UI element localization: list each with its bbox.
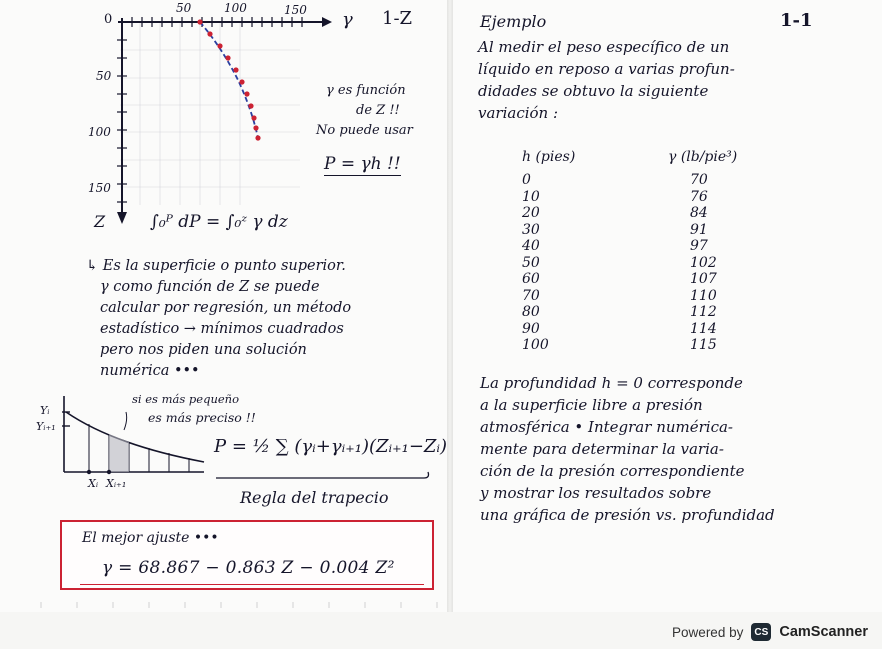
table-cell: 91 xyxy=(690,221,708,238)
integral-equation: ∫₀ᴾ dP = ∫₀ᶻ γ dz xyxy=(150,212,288,232)
y-axis-arrow xyxy=(117,212,127,224)
trapezoid-rule-label: Regla del trapecio xyxy=(240,488,389,507)
x-axis-label: γ xyxy=(342,9,353,30)
outro-line: atmosférica • Integrar numérica- xyxy=(480,418,733,436)
table-cell: 110 xyxy=(690,287,717,304)
table-cell: 70 xyxy=(522,287,540,304)
x-tick-label-50: 50 xyxy=(176,1,192,15)
data-point xyxy=(248,103,253,108)
table-cell: 20 xyxy=(522,205,540,221)
table-cell: 40 xyxy=(522,238,540,254)
para-line: estadístico → mínimos cuadrados xyxy=(100,321,344,337)
best-fit-equation: γ = 68.867 − 0.863 Z − 0.004 Z² xyxy=(102,558,395,578)
outro-line: una gráfica de presión vs. profundidad xyxy=(480,506,775,524)
table-cell: 84 xyxy=(690,205,708,221)
page-bottom-dots xyxy=(40,602,440,608)
data-point xyxy=(217,43,222,48)
y-tick-label-50: 50 xyxy=(96,69,112,83)
left-page-code: 1-Z xyxy=(382,8,413,29)
camscanner-logo-icon: CS xyxy=(751,623,771,641)
note-line-3: No puede usar xyxy=(316,123,413,138)
trap-note-2: es más preciso !! xyxy=(148,410,256,425)
data-point xyxy=(255,135,260,140)
intro-paragraph xyxy=(478,36,858,124)
y-tick-label-150: 150 xyxy=(88,181,111,195)
table-cell: 97 xyxy=(690,238,708,254)
para-line: numérica ••• xyxy=(100,363,200,379)
camscanner-footer xyxy=(672,619,868,645)
intro-line: líquido en reposo a varias profun- xyxy=(478,60,735,78)
intro-line: variación : xyxy=(478,104,559,122)
data-point xyxy=(225,55,230,60)
table-cell: 60 xyxy=(522,271,540,287)
trap-label-xi1: Xᵢ₊₁ xyxy=(106,477,127,490)
outro-line: a la superficie libre a presión xyxy=(480,396,703,414)
best-fit-inner-line xyxy=(80,584,424,585)
y-tick-label-100: 100 xyxy=(88,125,111,139)
data-point xyxy=(207,31,212,36)
formula-underline xyxy=(214,468,434,488)
table-cell: 90 xyxy=(522,320,540,337)
example-title: Ejemplo xyxy=(480,12,547,31)
table-cell: 114 xyxy=(690,320,717,337)
table-cell: 50 xyxy=(522,254,540,271)
table-depth-column xyxy=(522,172,549,354)
table-cell: 100 xyxy=(522,337,549,353)
table-header-weight: γ (lb/pie³) xyxy=(668,149,738,165)
data-point xyxy=(197,19,202,24)
best-fit-label: El mejor ajuste ••• xyxy=(82,530,219,546)
outro-paragraph xyxy=(480,372,870,526)
outro-line: ción de la presión correspondiente xyxy=(480,462,745,480)
para-line: pero nos piden una solución xyxy=(100,342,307,358)
outro-line: y mostrar los resultados sobre xyxy=(480,484,712,502)
outro-line: La profundidad h = 0 corresponde xyxy=(480,374,743,392)
intro-line: Al medir el peso específico de un xyxy=(478,38,730,56)
best-fit-box xyxy=(60,520,434,590)
trapezoid-formula: P = ½ ∑ (γᵢ+γᵢ₊₁)(Zᵢ₊₁−Zᵢ) xyxy=(214,436,448,457)
fitted-curve xyxy=(200,22,258,138)
trap-label-yi1: Yᵢ₊₁ xyxy=(36,420,56,433)
data-point xyxy=(251,115,256,120)
table-cell: 70 xyxy=(690,172,708,188)
table-cell: 30 xyxy=(522,221,540,238)
outro-line: mente para determinar la varia- xyxy=(480,440,724,458)
data-point xyxy=(253,125,258,130)
table-header-depth: h (pies) xyxy=(522,149,576,165)
note-line-2: de Z !! xyxy=(356,103,400,118)
x-tick-label-100: 100 xyxy=(224,1,247,15)
x-tick-label-0: 0 xyxy=(104,12,113,27)
table-weight-column xyxy=(690,172,717,354)
table-cell: 80 xyxy=(522,304,540,320)
data-point xyxy=(233,67,238,72)
powered-by-text: Powered by xyxy=(672,624,744,640)
table-cell: 0 xyxy=(522,172,531,188)
table-cell: 10 xyxy=(522,188,540,205)
trap-label-yi: Yᵢ xyxy=(40,404,50,417)
para-line: ↳ Es la superficie o punto superior. xyxy=(86,258,346,274)
table-cell: 107 xyxy=(690,271,717,287)
formula-wrong: P = γh !! xyxy=(324,154,401,174)
camscanner-brand: CamScanner xyxy=(779,624,868,640)
para-line: calcular por regresión, un método xyxy=(100,300,352,316)
table-cell: 76 xyxy=(690,188,708,205)
data-point xyxy=(244,91,249,96)
regression-paragraph xyxy=(86,256,426,382)
trap-note-1: si es más pequeño xyxy=(132,392,239,406)
note-line-1: γ es función xyxy=(326,83,406,98)
trap-label-xi: Xᵢ xyxy=(88,477,99,490)
y-axis-label: Z xyxy=(94,212,106,231)
x-tick-label-150: 150 xyxy=(284,3,307,17)
right-page-code: 1-1 xyxy=(780,10,813,31)
table-cell: 112 xyxy=(690,304,717,320)
x-axis-arrow xyxy=(322,17,332,27)
intro-line: didades se obtuvo la siguiente xyxy=(478,82,709,100)
para-line: γ como función de Z se puede xyxy=(100,279,320,295)
table-cell: 102 xyxy=(690,254,717,271)
data-point xyxy=(239,79,244,84)
table-cell: 115 xyxy=(690,337,717,353)
